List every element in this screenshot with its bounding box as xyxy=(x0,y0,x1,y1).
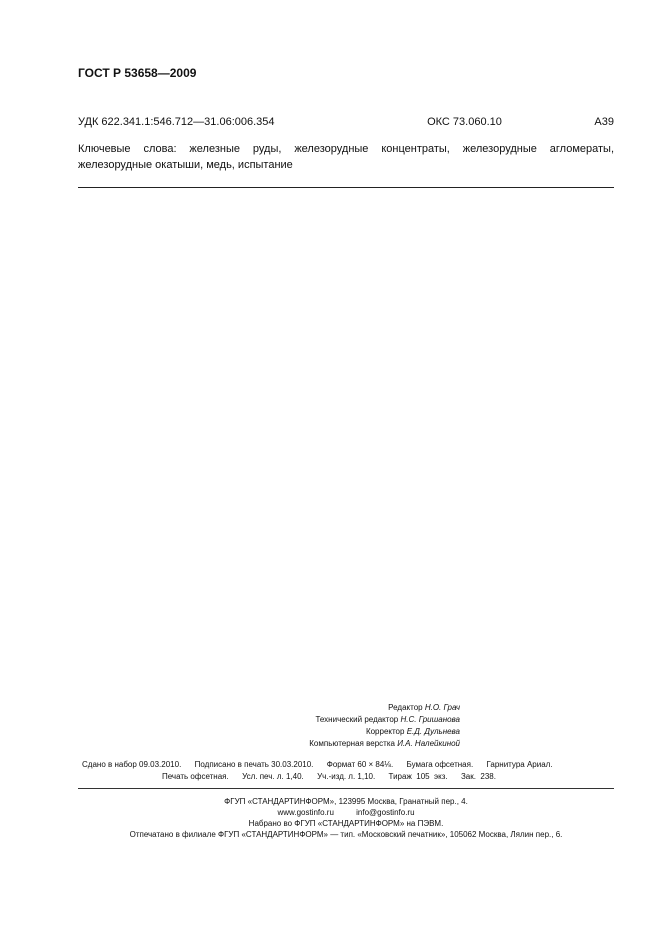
oks-code: ОКС 73.060.10 xyxy=(427,116,502,128)
staff-role: Редактор xyxy=(388,703,423,712)
staff-layout xyxy=(200,739,460,748)
staff-role: Технический редактор xyxy=(315,715,399,724)
divider xyxy=(78,187,614,188)
staff-editor xyxy=(200,703,460,712)
publisher-typeset: Набрано во ФГУП «СТАНДАРТИНФОРМ» на ПЭВМ. xyxy=(248,819,444,828)
udk-code: УДК 622.341.1:546.712—31.06:006.354 xyxy=(78,116,275,128)
staff-name: И.А. Налейкиной xyxy=(397,739,460,748)
group-code: А39 xyxy=(594,116,614,128)
staff-corrector xyxy=(200,727,460,736)
keywords: Ключевые слова: железные руды, железорудные концентраты, железорудные агломераты, железорудные окатыши, медь, испытание xyxy=(78,143,614,171)
publisher-address: ФГУП «СТАНДАРТИНФОРМ», 123995 Москва, Гранатный пер., 4. xyxy=(224,797,468,806)
staff-name: Н.О. Грач xyxy=(424,703,460,712)
classification-row xyxy=(78,116,614,128)
staff-role: Корректор xyxy=(365,727,405,736)
staff-name: Е.Д. Дульнева xyxy=(406,727,460,736)
publisher-web: www.gostinfo.ru info@gostinfo.ru xyxy=(277,808,415,817)
staff-role: Компьютерная верстка xyxy=(309,739,395,748)
publisher-printed: Отпечатано в филиале ФГУП «СТАНДАРТИНФОРМ» — тип. «Московский печатник», 105062 Москва, Лялин пер., 6. xyxy=(129,830,563,839)
staff-tech-editor xyxy=(200,715,460,724)
footer-divider xyxy=(78,788,614,789)
staff-name: Н.С. Гришанова xyxy=(400,715,460,724)
standard-number: ГОСТ Р 53658—2009 xyxy=(78,66,197,80)
print-info-line-1: Сдано в набор 09.03.2010. Подписано в печать 30.03.2010. Формат 60 × 84⅛. Бумага офсетная. Гарнитура Ариал. xyxy=(82,760,553,769)
print-info-line-2: Печать офсетная. Усл. печ. л. 1,40. Уч.-изд. л. 1,10. Тираж 105 экз. Зак. 238. xyxy=(162,772,496,781)
